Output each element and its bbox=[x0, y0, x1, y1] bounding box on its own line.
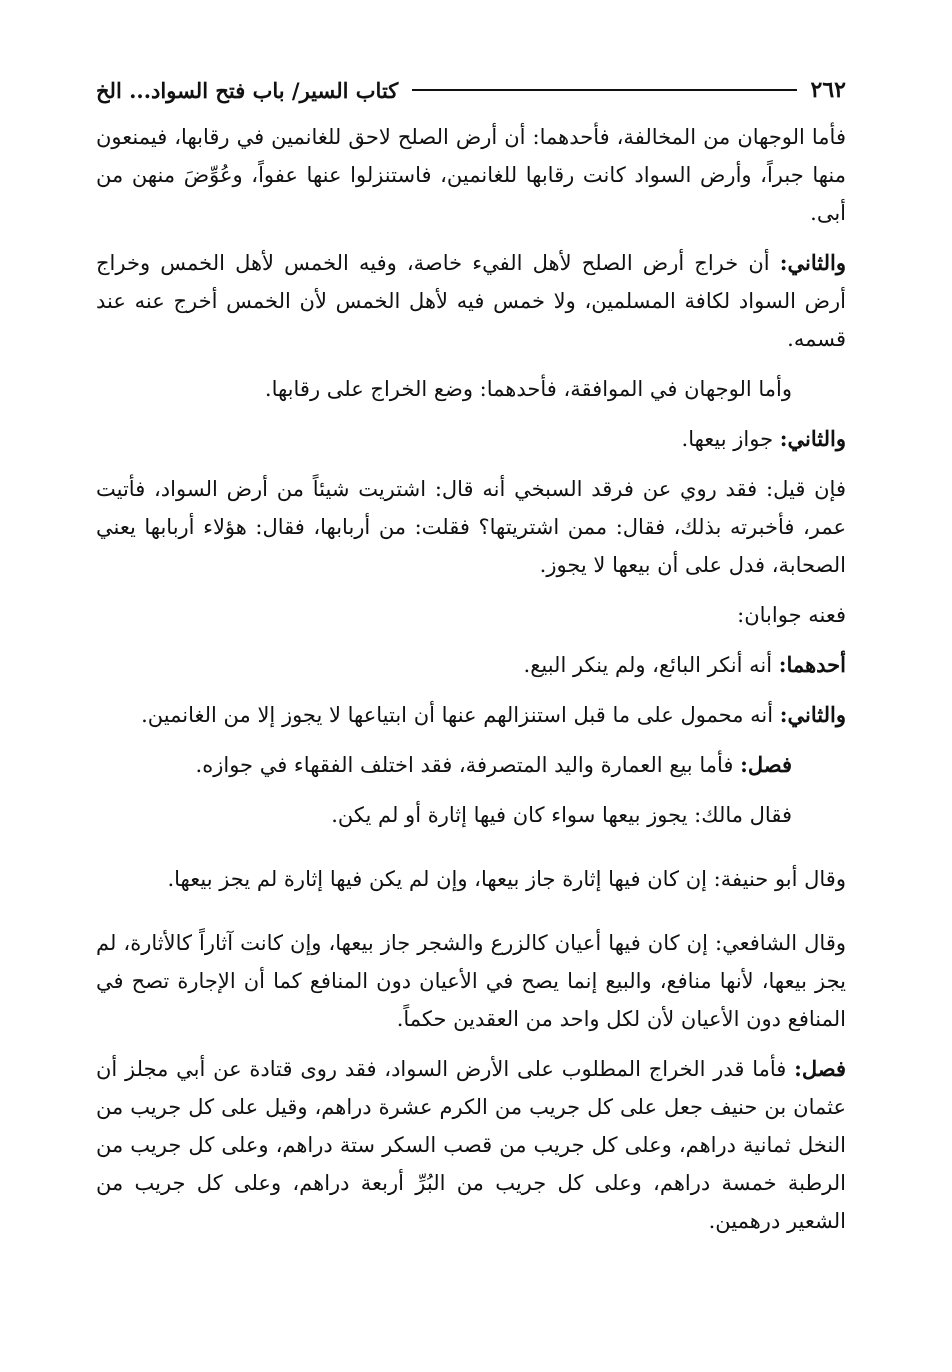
paragraph bbox=[96, 860, 846, 898]
paragraph bbox=[96, 746, 846, 784]
paragraph-lead: والثاني: bbox=[779, 426, 846, 451]
paragraph-text: وقال أبو حنيفة: إن كان فيها إثارة جاز بيعها، وإن لم يكن فيها إثارة لم يجز بيعها. bbox=[167, 867, 846, 891]
paragraph-text: فعنه جوابان: bbox=[737, 603, 846, 627]
paragraph-text: أنه محمول على ما قبل استنزالهم عنها أن ابتياعها لا يجوز إلا من الغانمين. bbox=[141, 703, 780, 727]
paragraph bbox=[96, 596, 846, 634]
paragraph-lead: والثاني: bbox=[779, 702, 846, 727]
paragraph bbox=[96, 370, 846, 408]
paragraph-text: فأما قدر الخراج المطلوب على الأرض السواد، فقد روى قتادة عن أبي مجلز أن عثمان بن حنيف جعل على كل جريب من الكرم عشرة دراهم، وقيل على كل جريب من النخل ثمانية دراهم، وعلى كل جريب من قصب السكر ستة دراهم، وعلى كل جريب من الرطبة خمسة دراهم، وعلى كل جريب من البُرِّ أربعة دراهم، وعلى كل جريب من الشعير درهمين. bbox=[96, 1057, 846, 1233]
header-rule bbox=[412, 89, 796, 91]
paragraph-lead: أحدهما: bbox=[778, 652, 846, 677]
page-header bbox=[96, 70, 846, 110]
paragraph-text: أنه أنكر البائع، ولم ينكر البيع. bbox=[523, 653, 779, 677]
paragraph bbox=[96, 796, 846, 834]
paragraph-text: وأما الوجهان في الموافقة، فأحدهما: وضع الخراج على رقابها. bbox=[264, 377, 792, 401]
paragraph-text: فإن قيل: فقد روي عن فرقد السبخي أنه قال: اشتريت شيئاً من أرض السواد، فأتيت عمر، فأخبرته بذلك، فقال: ممن اشتريتها؟ فقلت: من أربابها، فقال: هؤلاء أربابها يعني الصحابة، فدل على أن بيعها لا يجوز. bbox=[96, 477, 846, 577]
paragraph bbox=[96, 646, 846, 684]
paragraph bbox=[96, 470, 846, 584]
paragraph bbox=[96, 1050, 846, 1240]
paragraph-lead: فصل: bbox=[794, 1056, 846, 1081]
page-number: ٢٦٢ bbox=[810, 77, 846, 103]
paragraph-text: جواز بيعها. bbox=[681, 427, 780, 451]
paragraph-lead: فصل: bbox=[740, 752, 792, 777]
paragraph-text: وقال الشافعي: إن كان فيها أعيان كالزرع والشجر جاز بيعها، وإن كانت آثاراً كالأثارة، لم يجز بيعها، لأنها منافع، والبيع إنما يصح في الأعيان دون المنافع كما أن الإجارة تصح في المنافع دون الأعيان لأن لكل واحد من العقدين حكماً. bbox=[96, 931, 846, 1031]
paragraph-text: فأما بيع العمارة واليد المتصرفة، فقد اختلف الفقهاء في جوازه. bbox=[195, 753, 741, 777]
paragraph-text: أن خراج أرض الصلح لأهل الفيء خاصة، وفيه الخمس لأهل الخمس وخراج أرض السواد لكافة المسلمين، ولا خمس فيه لأهل الخمس لأن الخمس أخرج عنه عند قسمه. bbox=[96, 251, 846, 351]
page-body bbox=[96, 118, 846, 1252]
paragraph bbox=[96, 118, 846, 232]
paragraph-text: فأما الوجهان من المخالفة، فأحدهما: أن أرض الصلح لاحق للغانمين في رقابها، فيمنعون منها جبراً، وأرض السواد كانت رقابها للغانمين، فاستنزلوا عنها عفواً، وعُوِّضَ منهن من أبى. bbox=[96, 125, 846, 225]
paragraph bbox=[96, 696, 846, 734]
paragraph bbox=[96, 924, 846, 1038]
paragraph-text: فقال مالك: يجوز بيعها سواء كان فيها إثارة أو لم يكن. bbox=[331, 803, 792, 827]
paragraph bbox=[96, 420, 846, 458]
running-title: كتاب السير/ باب فتح السواد... الخ bbox=[96, 77, 399, 103]
paragraph-lead: والثاني: bbox=[779, 250, 846, 275]
paragraph bbox=[96, 244, 846, 358]
